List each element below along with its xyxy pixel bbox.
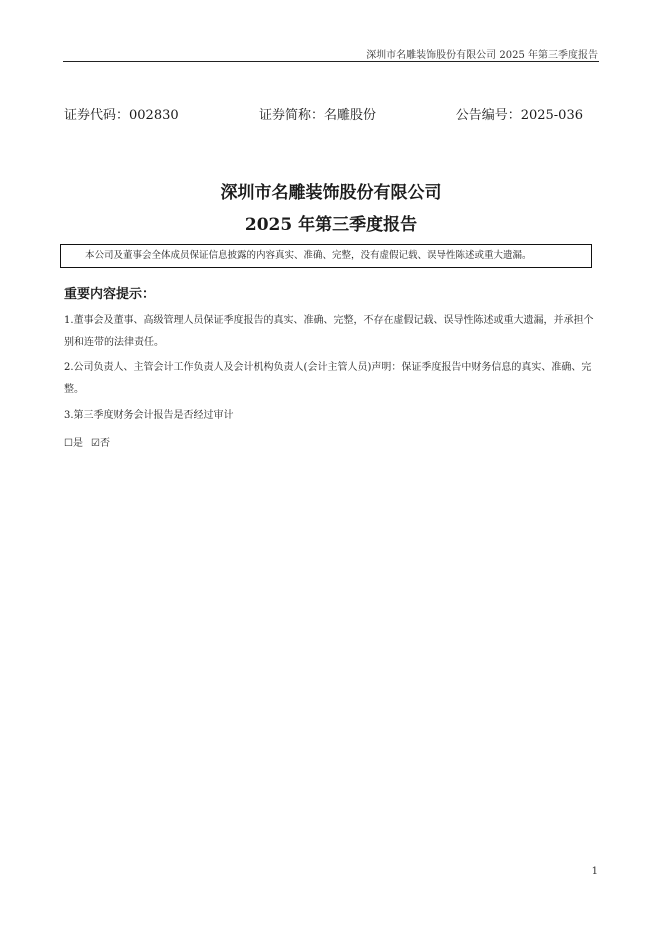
important-item-2: 2.公司负责人、主管会计工作负责人及会计机构负责人(会计主管人员)声明：保证季度报告中财务信息的真实、准确、完整。	[64, 362, 592, 395]
audit-yes-checkbox[interactable]: ☐	[64, 438, 73, 449]
header-divider	[63, 61, 599, 62]
announcement-number: 公告编号：2025-036	[455, 108, 583, 123]
report-title: 2025 年第三季度报告	[244, 215, 418, 235]
audit-yes-label: 是	[72, 438, 83, 449]
audit-options	[64, 433, 110, 455]
audit-no-checkbox[interactable]: ☑	[90, 438, 100, 449]
important-item-1: 1.董事会及董事、高级管理人员保证季度报告的真实、准确、完整，不存在虚假记载、误导性陈述或重大遗漏，并承担个别和连带的法律责任。	[64, 315, 594, 348]
company-title: 深圳市名雕装饰股份有限公司	[220, 183, 442, 203]
disclosure-notice-text: 本公司及董事会全体成员保证信息披露的内容真实、准确、完整，没有虚假记载、误导性陈述或重大遗漏。	[85, 250, 532, 261]
audit-no-label: 否	[99, 438, 110, 449]
stock-abbreviation: 证券简称：名雕股份	[259, 108, 377, 123]
important-notes-heading: 重要内容提示：	[64, 287, 156, 302]
stock-code: 证券代码：002830	[64, 108, 179, 123]
page-number: 1	[591, 866, 598, 877]
running-header: 深圳市名雕装饰股份有限公司 2025 年第三季度报告	[366, 50, 598, 61]
disclosure-notice-box	[60, 244, 592, 268]
important-item-3: 3.第三季度财务会计报告是否经过审计	[64, 410, 234, 421]
